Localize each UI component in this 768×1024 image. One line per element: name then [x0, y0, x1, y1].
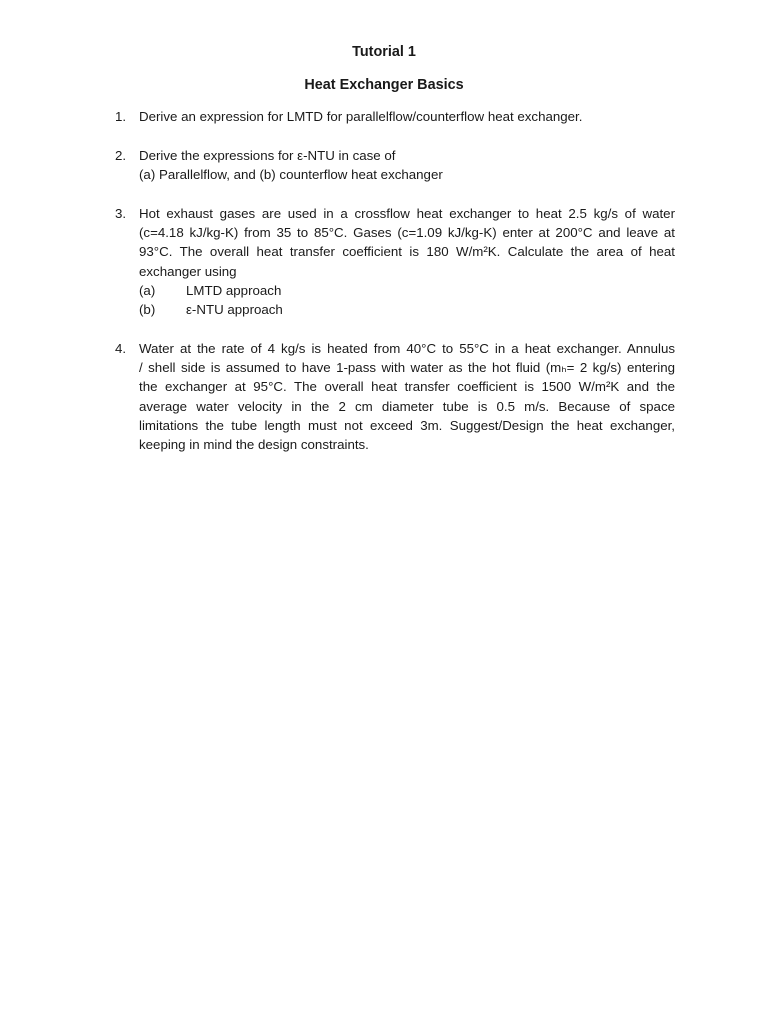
- question-4: [115, 339, 675, 454]
- question-text: Derive the expressions for ε-NTU in case of: [139, 148, 396, 163]
- question-line: Water at the rate of 4 kg/s is heated from 40°C to 55°C in a heat exchanger. Annulus: [139, 341, 675, 356]
- question-line: exchanger using: [139, 263, 237, 279]
- option-b: [139, 300, 675, 319]
- question-1: [115, 107, 675, 126]
- question-3: [115, 204, 675, 319]
- question-number: 3.: [115, 206, 127, 221]
- question-subtext: (a) Parallelflow, and (b) counterflow heat exchanger: [139, 167, 443, 183]
- question-line: limitations the tube length must not exceed 3m. Suggest/Design the heat exchanger,: [139, 417, 675, 433]
- question-text: Derive an expression for LMTD for parallelflow/counterflow heat exchanger.: [139, 109, 583, 124]
- question-number: 4.: [115, 341, 127, 356]
- option-a: [139, 281, 675, 300]
- document-subtitle: Heat Exchanger Basics: [304, 77, 464, 93]
- question-number: 1.: [115, 109, 127, 124]
- question-line: the exchanger at 95°C. The overall heat transfer coefficient is 1500 W/m²K and the: [139, 379, 675, 395]
- question-line: Hot exhaust gases are used in a crossflow heat exchanger to heat 2.5 kg/s of water: [139, 206, 675, 221]
- question-number: 2.: [115, 148, 127, 163]
- question-line: 93°C. The overall heat transfer coefficient is 180 W/m²K. Calculate the area of heat: [139, 244, 675, 260]
- question-line: (c=4.18 kJ/kg-K) from 35 to 85°C. Gases (c=1.09 kJ/kg-K) enter at 200°C and leave at: [139, 225, 675, 241]
- option-text: ε-NTU approach: [186, 302, 283, 318]
- option-label: (b): [139, 302, 156, 318]
- question-line: / shell side is assumed to have 1-pass with water as the hot fluid (mₕ= 2 kg/s) entering: [139, 360, 675, 376]
- document-title: Tutorial 1: [352, 44, 416, 60]
- option-text: LMTD approach: [186, 282, 282, 298]
- question-line: average water velocity in the 2 cm diameter tube is 0.5 m/s. Because of space: [139, 398, 675, 414]
- question-2: [115, 146, 675, 184]
- option-label: (a): [139, 282, 156, 298]
- question-line: keeping in mind the design constraints.: [139, 437, 369, 453]
